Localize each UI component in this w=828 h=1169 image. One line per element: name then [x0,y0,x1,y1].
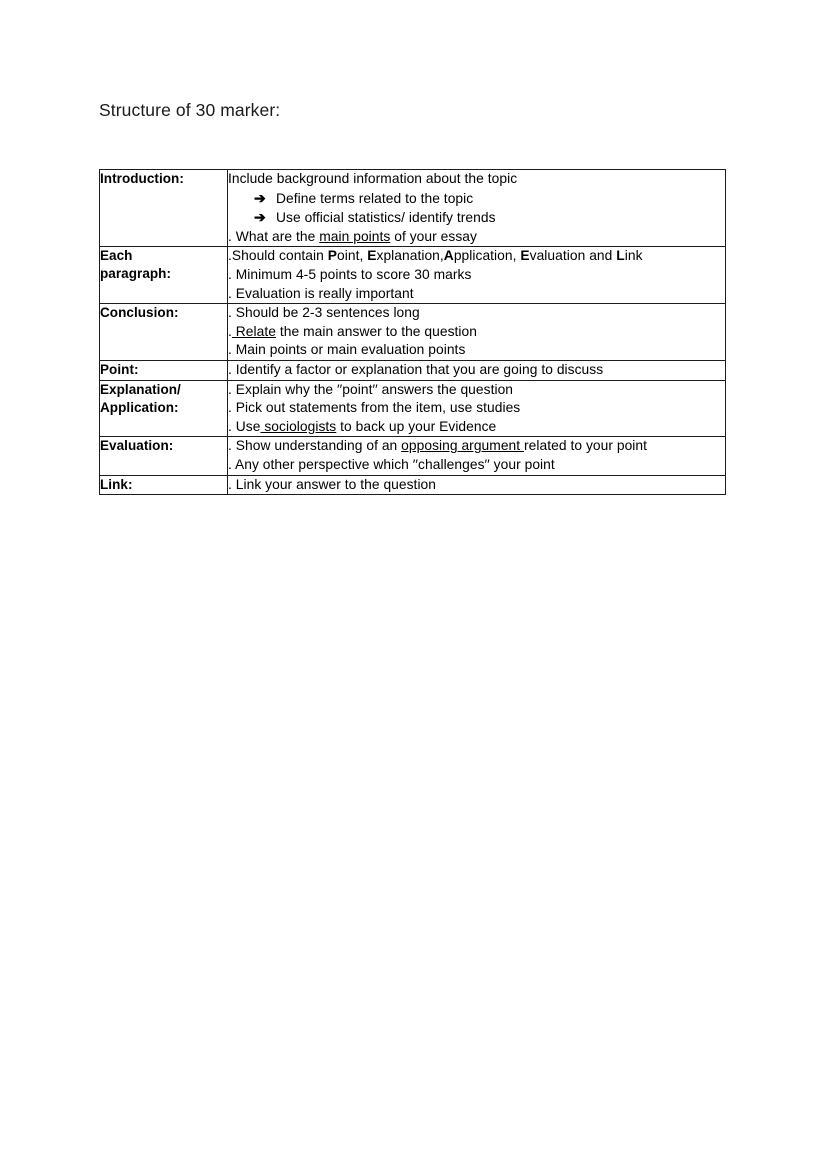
content-line [228,208,725,228]
row-label-text: Point: [100,361,139,377]
row-label-text: Each [100,248,133,264]
row-content-cell [228,247,726,304]
row-label-cell [100,437,228,475]
emphasised-letter: E [520,248,530,264]
table-row [100,247,726,304]
row-label-cell [100,170,228,247]
row-label-cell [100,380,228,437]
content-line [228,189,725,209]
emphasised-term: opposing argument [401,438,525,454]
row-label-cell [100,360,228,380]
content-line: . Identify a factor or explanation that you are going to discuss [228,361,604,377]
row-label-cell [100,304,228,361]
row-label-cell [100,475,228,495]
content-line-text: ink [624,248,643,264]
content-line-text: .Should contain [228,248,328,264]
table-row [100,380,726,437]
content-line: . Explain why the ′′point′′ answers the question [228,381,514,397]
content-line-text: oint, [337,248,368,264]
content-line: . Link your answer to the question [228,476,437,492]
row-label-text: Explanation/ [100,381,181,397]
row-label-text: Link: [100,476,133,492]
content-line-text: . What are the [228,228,320,244]
content-line: . Any other perspective which ′′challenges′′ your point [228,456,555,472]
emphasised-letter: P [327,248,338,264]
content-line-text: Use official statistics/ identify trends [276,210,496,226]
content-line-text: . Use [228,418,261,434]
content-line [228,323,725,342]
content-line: . Evaluation is really important [228,285,414,301]
content-line-text: . Show understanding of an [228,438,402,454]
content-line-text: xplanation, [376,248,444,264]
essay-structure-table [99,169,726,495]
content-line [228,418,725,437]
row-content-cell [228,360,726,380]
table-body [100,170,726,495]
emphasised-letter: E [367,248,377,264]
row-content-cell [228,170,726,247]
content-line-text: Define terms related to the topic [276,190,474,206]
row-content-cell [228,380,726,437]
table-row [100,304,726,361]
table-row [100,170,726,247]
row-content-cell [228,475,726,495]
content-line: . Pick out statements from the item, use studies [228,400,521,416]
content-line-text: valuation and [529,248,617,264]
content-line-text: pplication, [453,248,521,264]
content-line-text: related to your point [524,438,648,454]
content-line-text: the main answer to the question [275,323,477,339]
content-line [228,247,725,266]
content-line [228,437,725,456]
content-line: Include background information about the topic [228,171,518,186]
emphasised-term: Relate [231,323,276,339]
arrow-right-icon: ➔ [254,209,266,226]
content-line-text: . [228,323,232,339]
content-line: . Minimum 4-5 points to score 30 marks [228,266,472,282]
row-label-text: Conclusion: [100,305,179,321]
row-content-cell [228,304,726,361]
row-label-text: Introduction: [100,171,184,186]
row-label-text: Application: [100,399,179,415]
arrow-right-icon: ➔ [254,189,266,206]
row-label-cell [100,247,228,304]
content-line-text: of your essay [390,228,477,244]
emphasised-letter: A [443,248,454,264]
emphasised-term: sociologists [260,418,337,434]
table-row [100,475,726,495]
row-label-text: paragraph: [100,266,172,282]
content-line: . Should be 2-3 sentences long [228,305,420,321]
row-label-text: Evaluation: [100,438,174,454]
page-title: Structure of 30 marker: [99,100,281,120]
table-row [100,360,726,380]
emphasised-letter: L [616,248,625,264]
row-content-cell [228,437,726,475]
content-line: . Main points or main evaluation points [228,342,466,358]
content-line [228,228,725,247]
emphasised-term: main points [319,228,391,244]
table-row [100,437,726,475]
content-line-text: to back up your Evidence [336,418,497,434]
